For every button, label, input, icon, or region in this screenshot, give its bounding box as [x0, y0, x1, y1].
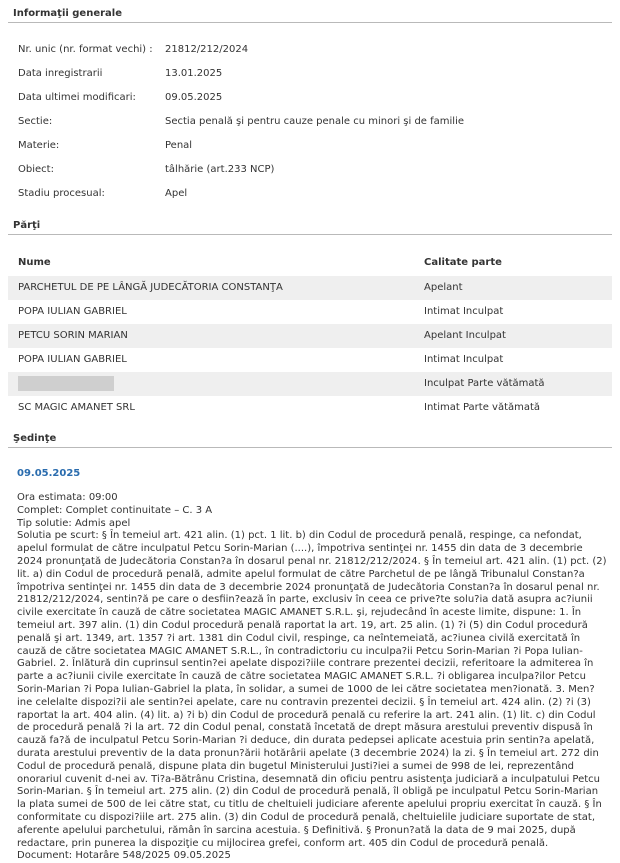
- section-divider: [8, 234, 612, 235]
- hearing-time: Ora estimata: 09:00: [17, 492, 118, 503]
- table-row: [8, 348, 612, 372]
- info-value: Apel: [165, 188, 188, 199]
- party-role: Apelant: [424, 282, 463, 293]
- party-name: PARCHETUL DE PE LÂNGĂ JUDECĂTORIA CONSTANŢA: [18, 282, 283, 293]
- table-row: [8, 300, 612, 324]
- party-role: Inculpat Parte vătămată: [424, 378, 545, 389]
- info-value: 13.01.2025: [165, 68, 223, 79]
- section-divider: [8, 22, 612, 23]
- solution-summary: Solutia pe scurt: § În temeiul art. 421 alin. (1) pct. 1 lit. b) din Codul de procedură penală, respinge, ca nefondat, apelul formulat de către inculpatul Petcu Sorin-Marian (....), împotriva sentinţei nr. 1455 din data de 3 decembrie 2024 pronunţată de Judecătoria Constan?a în dosarul penal nr. 21812/212/2024. § În temeiul art. 421 alin. (1) pct. (2) lit. a) din Codul de procedură penală, admite apelul formulat de către Parchetul de pe lângă Tribunalul Constan?a împotriva sentinţei nr. 1455 din data de 3 decembrie 2024 pronunţată de Judecătoria Constan?a în dosarul penal nr. 21812/212/2024, sentin?ă pe care o desfiin?ează în parte, exclusiv în ceea ce prive?te solu?ia dată asupra ac?iunii civile exercitate în cauză de către societatea MAGIC AMANET S.R.L. şi, rejudecând în aceste limite, dispune: 1. În temeiul art. 397 alin. (1) din Codul procedură penală raportat la art. 19, art. 25 alin. (1) ?i (5) din Codul procedură penală şi art. 1349, art. 1357 ?i art. 1381 din Codul civil, respinge, ca neîntemeiată, ac?iunea civilă exercitată în cauză de către societatea MAGIC AMANET S.R.L., în contradictoriu cu inculpa?ii Petcu Sorin-Marian ?i Popa Iulian-Gabriel. 2. Înlătură din cuprinsul sentin?ei apelate dispozi?iile contrare prezentei decizii, referitoare la admiterea în parte a ac?iunii civile exercitate în cauză de către societatea MAGIC AMANET S.R.L. ?i obligarea inculpa?ilor Petcu Sorin-Marian ?i Popa Iulian-Gabriel la plata, în solidar, a sumei de 1000 de lei către societatea men?ionată. 3. Men?ine celelalte dispozi?ii ale sentin?ei apelate, care nu contravin prezentei decizii. § În temeiul art. 424 alin. (2) ?i (3) raportat la art. 404 alin. (4) lit. a) ?i b) din Codul de procedură penală cu referire la art. 241 alin. (1) lit. c) din Codul de procedură penală ?i la art. 72 din Codul penal, constată încetată de drept măsura arestului preventiv dispusă în cauză fa?ă de inculpatul Petcu Sorin-Marian ?i deduce, din durata pedepsei aplicate acestuia prin sentin?a apelată, durata arestului preventiv de la data pronun?ării hotărârii apelate (3 decembrie 2024) la zi. § În temeiul art. 272 din Codul de procedură penală, dispune plata din bugetul Ministerului Justi?iei a sumei de 998 de lei, reprezentând onorariul cuvenit d-nei av. Ti?a-Bătrânu Cristina, desemnată din oficiu pentru asistenţa judiciară a inculpatului Petcu Sorin-Marian. § În temeiul art. 275 alin. (2) din Codul de procedură penală, îl obligă pe inculpatul Petcu Sorin-Marian la plata sumei de 500 de lei către stat, cu titlu de cheltuieli judiciare aferente apelului propriu exercitat în cauză. § În conformitate cu dispozi?iile art. 275 alin. (3) din Codul de procedură penală, cheltuielile judiciare suportate de stat, aferente apelului parchetului, rămân în sarcina acestuia. § Definitivă. § Pronun?ată la data de 9 mai 2025, după redactare, prin punerea la dispoziţie cu mijlocirea grefei, conform art. 405 din Codul de procedură penală.: [17, 530, 607, 849]
- info-label: Data ultimei modificari:: [18, 92, 136, 103]
- info-row-data-modificari: [18, 90, 608, 106]
- column-header-calitate: Calitate parte: [424, 257, 502, 268]
- table-row: [8, 372, 612, 396]
- parti-table-header: [8, 252, 612, 274]
- info-value: tâlhărie (art.233 NCP): [165, 164, 275, 175]
- info-label: Sectie:: [18, 116, 53, 127]
- party-role: Intimat Parte vătămată: [424, 402, 541, 413]
- info-value: Penal: [165, 140, 193, 151]
- redacted-name-block: [18, 376, 114, 391]
- party-role: Intimat Inculpat: [424, 306, 504, 317]
- hearing-panel: Complet: Complet continuitate – C. 3 A: [17, 504, 213, 516]
- hearing-date: 09.05.2025: [17, 468, 81, 479]
- info-value: 21812/212/2024: [165, 44, 249, 55]
- info-row-sectie: [18, 114, 608, 130]
- party-name: POPA IULIAN GABRIEL: [18, 354, 127, 365]
- info-label: Data inregistrarii: [18, 68, 103, 79]
- info-row-obiect: [18, 162, 608, 178]
- table-row: [8, 396, 612, 420]
- info-row-nr-unic: [18, 42, 608, 58]
- section-title-general: Informaţii generale: [13, 8, 123, 19]
- section-title-parti: Părţi: [13, 220, 41, 231]
- solution-type: Tip solutie: Admis apel: [17, 517, 131, 529]
- info-value: 09.05.2025: [165, 92, 223, 103]
- info-row-stadiu: [18, 186, 608, 202]
- info-row-materie: [18, 138, 608, 154]
- document-reference: Document: Hotarâre 548/2025 09.05.2025: [17, 850, 231, 862]
- party-role: Intimat Inculpat: [424, 354, 504, 365]
- section-divider: [8, 447, 612, 448]
- section-title-sedinte: Şedinţe: [13, 433, 57, 444]
- table-row: [8, 324, 612, 348]
- party-name: POPA IULIAN GABRIEL: [18, 306, 127, 317]
- party-role: Apelant Inculpat: [424, 330, 506, 341]
- info-value: Sectia penală şi pentru cauze penale cu minori şi de familie: [165, 116, 465, 127]
- info-label: Obiect:: [18, 164, 54, 175]
- party-name: PETCU SORIN MARIAN: [18, 330, 128, 341]
- info-label: Materie:: [18, 140, 60, 151]
- info-label: Nr. unic (nr. format vechi) :: [18, 44, 153, 55]
- hearing-details: [17, 492, 609, 863]
- party-name: SC MAGIC AMANET SRL: [18, 402, 135, 413]
- table-row: [8, 276, 612, 300]
- info-row-data-inregistrarii: [18, 66, 608, 82]
- info-label: Stadiu procesual:: [18, 188, 105, 199]
- column-header-nume: Nume: [18, 257, 51, 268]
